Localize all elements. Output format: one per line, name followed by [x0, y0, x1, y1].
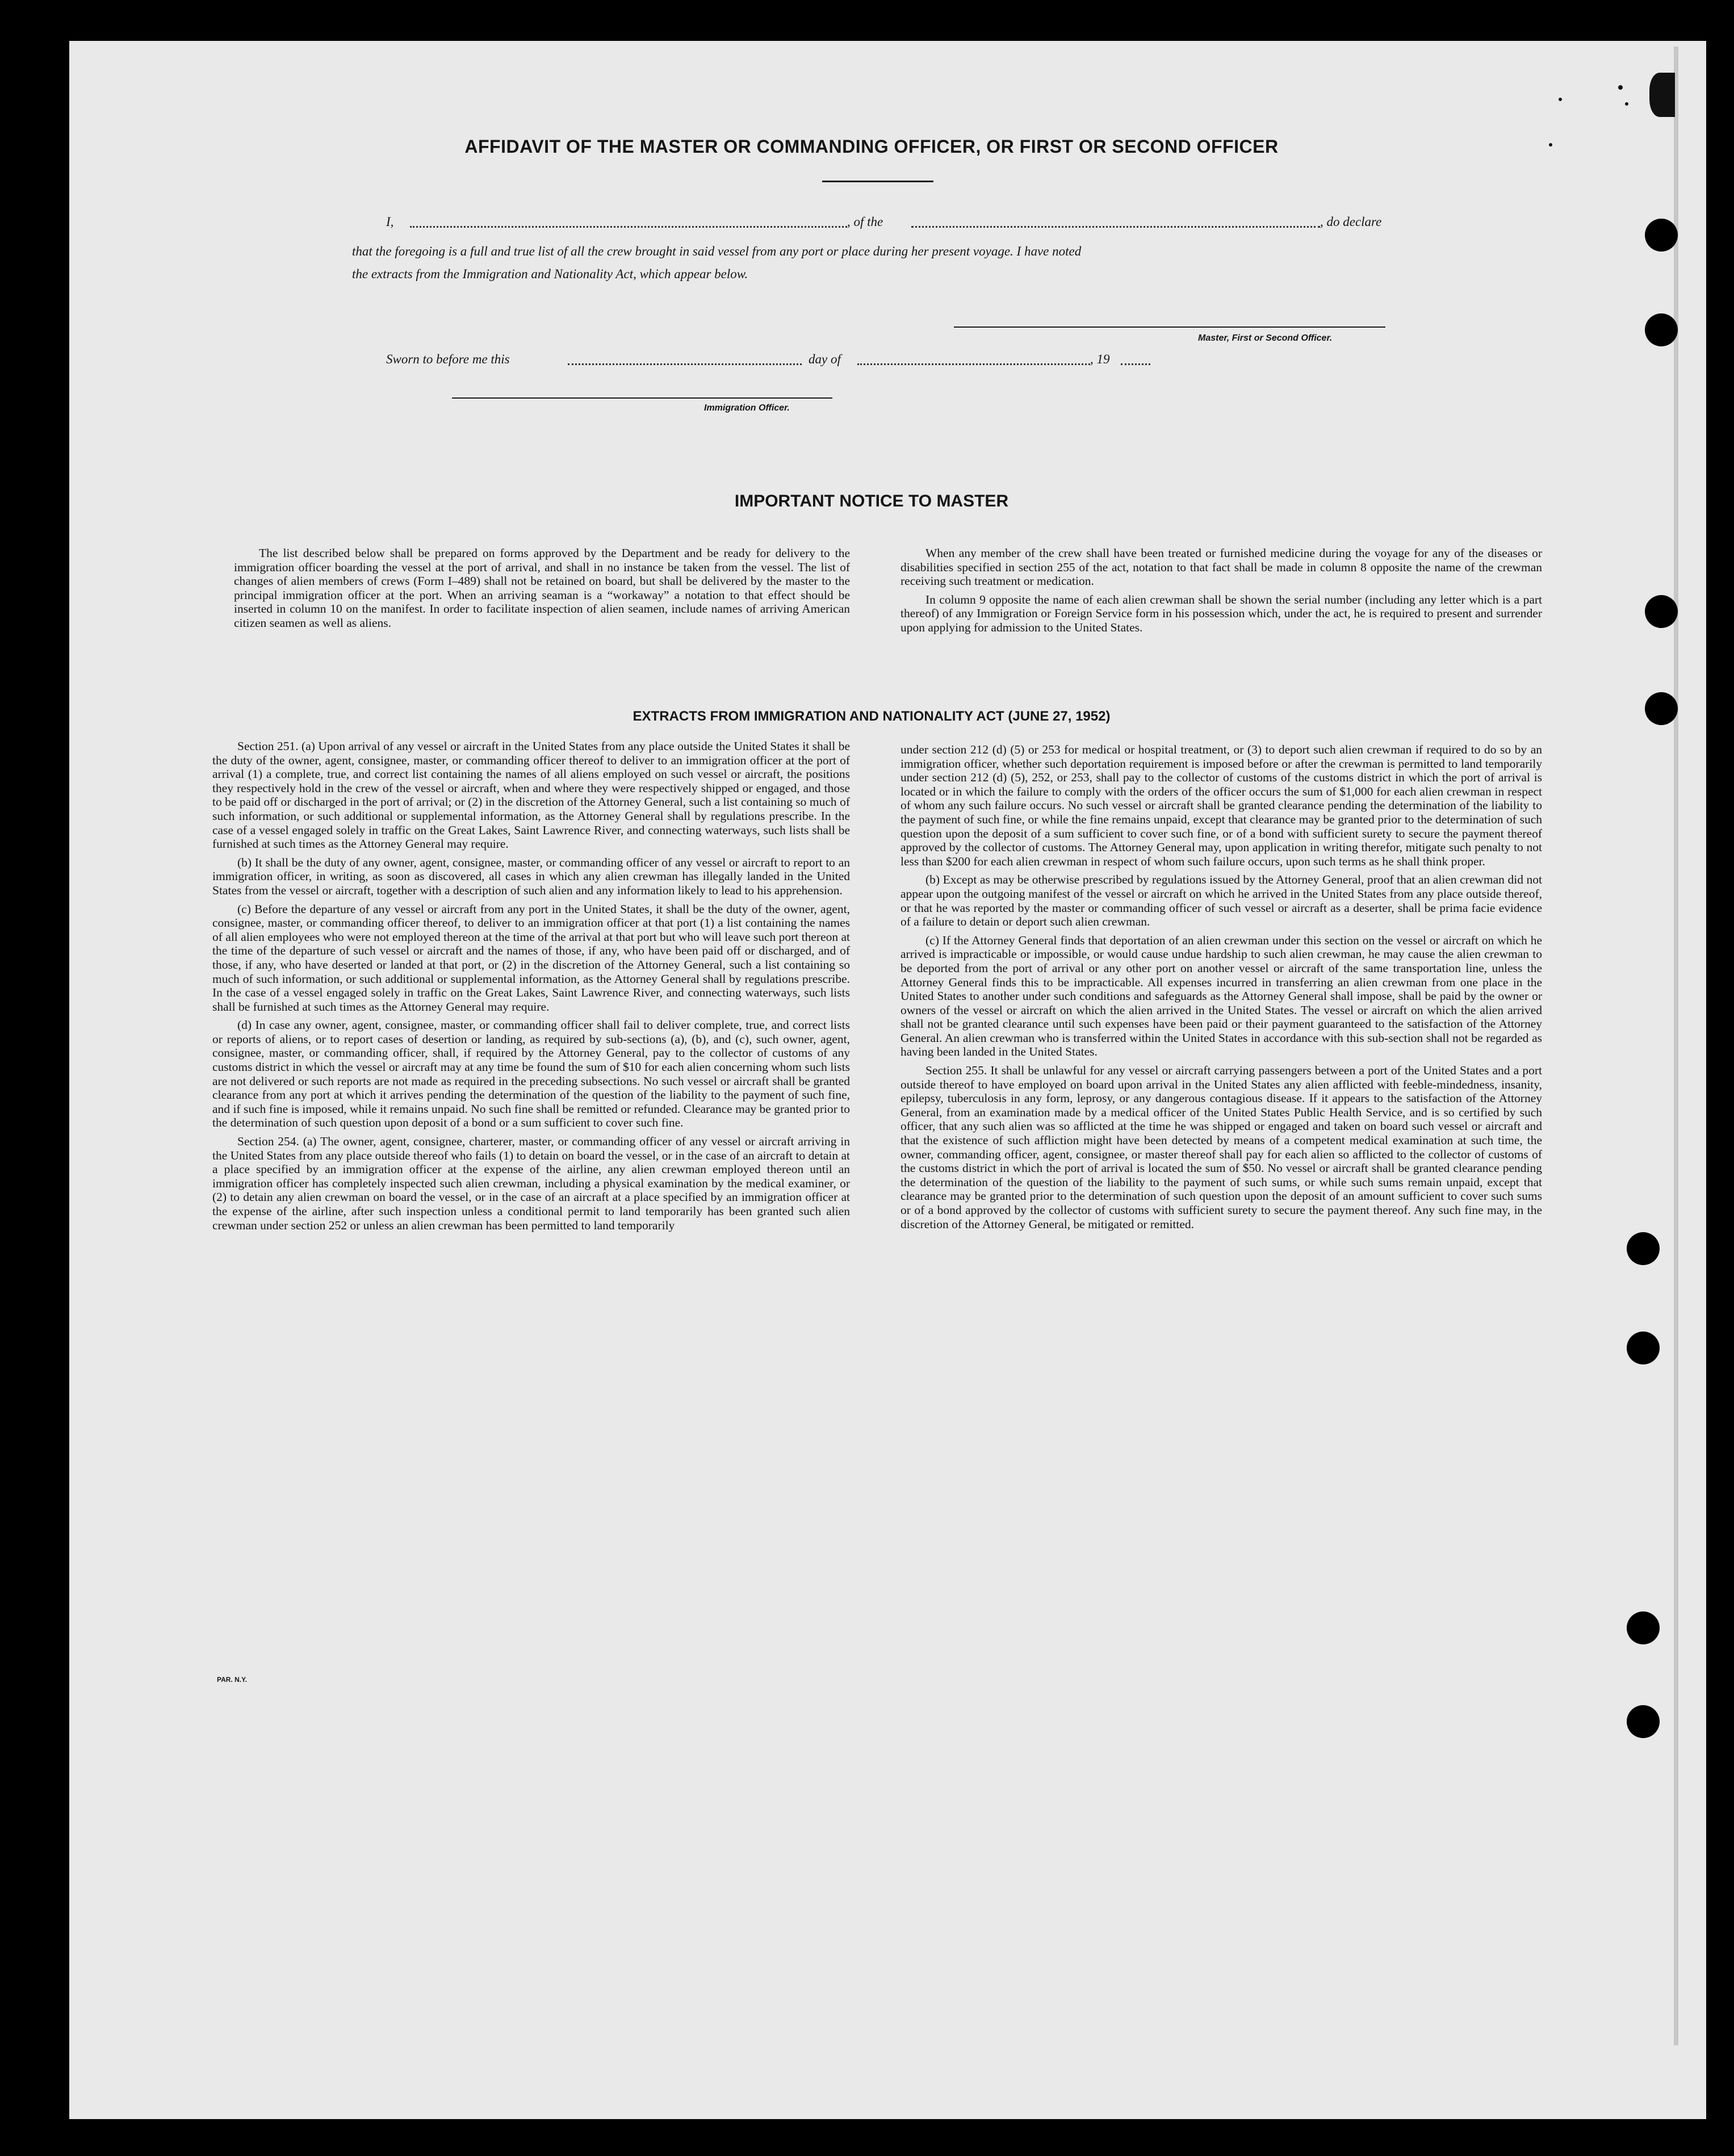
master-signature-label: Master, First or Second Officer. [1198, 333, 1333, 343]
extracts-title: EXTRACTS FROM IMMIGRATION AND NATIONALITY ACT (JUNE 27, 1952) [633, 709, 1111, 724]
punch-hole [1645, 313, 1678, 346]
declaration-i: I, [386, 215, 394, 229]
punch-hole [1645, 219, 1678, 252]
binder-notch [1649, 73, 1675, 117]
officer-signature-line[interactable] [452, 397, 832, 399]
ink-speck [1618, 85, 1623, 90]
title-underline [822, 181, 933, 182]
extract-paragraph: (d) In case any owner, agent, consignee, master, or commanding officer shall fail to deliver complete, true, and correct lists or reports of aliens, or to report cases of desertion or landing, as required by sub-sections (a), (b), and (c), such owner, agent, consignee, master, or commanding officer, shall, if required by the Attorney General, pay to the collector of customs of any customs district in which the vessel or aircraft may at any time be found the sum of $10 for each alien concerning whom such lists are not delivered or such reports are not made as required in the preceding subsections. No such vessel or aircraft shall be granted clearance from any port at which it arrives pending the determination of the question of the liability to the payment of such fine, and if such fine is imposed, while it remains unpaid. No such fine shall be remitted or refunded. Clearance may be granted prior to the determination of such question upon deposit of a bond or a sum sufficient to cover such fine. [212, 1018, 850, 1130]
declaration-of-the: , of the [847, 215, 883, 229]
punch-hole [1627, 1705, 1660, 1738]
declaration-do-declare: , do declare [1320, 215, 1382, 229]
declaration-line-3: the extracts from the Immigration and Nationality Act, which appear below. [352, 267, 748, 281]
vessel-name-field[interactable] [911, 226, 1320, 228]
punch-hole [1645, 692, 1678, 725]
extract-paragraph: (b) It shall be the duty of any owner, agent, consignee, master, or commanding officer of any vessel or aircraft to report to an immigration officer, in writing, as soon as discovered, all cases in which any alien crewman has illegally landed in the United States from the vessel or aircraft, together with a description of such alien and any information likely to lead to his apprehension. [212, 855, 850, 897]
declaration-line-2: that the foregoing is a full and true list of all the crew brought in said vessel from any port or place during her present voyage. I have noted [352, 244, 1082, 258]
extract-paragraph: Section 251. (a) Upon arrival of any vessel or aircraft in the United States from any place outside the United States it shall be the duty of the owner, agent, consignee, master, or commanding officer thereof to deliver to an immigration officer at the port of arrival (1) a complete, true, and correct list containing the names of all aliens employed on such vessel or aircraft, the positions they respectively hold in the crew of the vessel or aircraft, when and where they were respectively shipped or engaged, and those to be paid off or discharged in the port of arrival; or (2) in the discretion of the Attorney General, such a list containing so much of such information, or such additional or supplemental information, as the Attorney General shall by regulations prescribe. In the case of a vessel engaged solely in traffic on the Great Lakes, Saint Lawrence River, and connecting waterways, such lists shall be furnished at such times as the Attorney General may require. [212, 739, 850, 851]
extract-paragraph: (c) Before the departure of any vessel or aircraft from any port in the United States, it shall be the duty of the owner, agent, consignee, master, or commanding officer thereof, to deliver to an immigration officer at that port (1) a list containing the names of all alien employees who were not employed thereon at the time of the arrival at that port but who will leave such port thereon at the time of the departure of such vessel or aircraft and the names of those, if any, who have been paid off or discharged, and of those, if any, who have deserted or landed at that port, or (2) in the discretion of the Attorney General, such a list containing so much of such information, or such additional or supplemental information, as the Attorney General shall by regulations prescribe. In the case of a vessel engaged solely in traffic on the Great Lakes, Saint Lawrence River, and connecting waterways, such lists shall be furnished at such times as the Attorney General may require. [212, 902, 851, 1014]
sworn-month-field[interactable] [857, 363, 1090, 365]
extract-paragraph: (c) If the Attorney General finds that deportation of an alien crewman under this section on the vessel or aircraft on which he arrived is impracticable or impossible, or would cause undue hardship to such alien crewman, he may cause the alien crewman to be deported from the port of arrival or any other port on another vessel or aircraft of the same transportation line, unless the Attorney General finds this to be impracticable. All expenses incurred in transferring an alien crewman from one place in the United States to another under such conditions and safeguards as the Attorney General shall impose, shall be paid by the owner or owners of the vessel or aircraft on which the alien arrived in the United States. The vessel or aircraft on which the alien arrived shall not be granted clearance until such expenses have been paid or their payment guaranteed to the satisfaction of the Attorney General. An alien crewman who is transferred within the United States in accordance with this sub-section shall not be regarded as having been landed in the United States. [900, 933, 1542, 1059]
officer-signature-label: Immigration Officer. [704, 403, 790, 413]
sworn-year-field[interactable] [1121, 363, 1150, 365]
punch-hole [1627, 1332, 1660, 1364]
extract-paragraph: (b) Except as may be otherwise prescribed by regulations issued by the Attorney General, proof that an alien crewman did not appear upon the outgoing manifest of the vessel or aircraft on which he arrived in the United States from any place outside thereof, or that he was reported by the master or commanding officer of such vessel or aircraft as a deserter, shall be prima facie evidence of a failure to detain or deport such alien crewman. [900, 873, 1542, 929]
page-fold-crease [1674, 47, 1678, 2045]
punch-hole [1627, 1232, 1660, 1265]
printer-mark: PAR. N.Y. [217, 1676, 248, 1684]
master-signature-line[interactable] [954, 326, 1385, 328]
notice-paragraph: In column 9 opposite the name of each alien crewman shall be shown the serial number (including any letter which is a part thereof) of any Immigration or Foreign Service form in his possession which, under the act, he is required to present and surrender upon applying for admission to the United States. [900, 592, 1542, 634]
notice-paragraph: When any member of the crew shall have been treated or furnished medicine during the voyage for any of the diseases or disabilities specified in section 255 of the act, notation to that fact shall be made in column 8 opposite the name of the crewman receiving such treatment or medication. [900, 546, 1542, 588]
affidavit-title: AFFIDAVIT OF THE MASTER OR COMMANDING OFFICER, OR FIRST OR SECOND OFFICER [464, 136, 1279, 157]
extract-paragraph: under section 212 (d) (5) or 253 for medical or hospital treatment, or (3) to deport such alien crewman if required to do so by an immigration officer, whether such deportation requirement is imposed before or after the crewman is permitted to land temporarily under section 212 (d) (5), 252, or 253, shall pay to the collector of customs of the customs district in which the port of arrival is located or in which the failure to comply with the orders of the officer occurs the sum of $1,000 for each alien crewman in respect of whom any such failure occurs. No such vessel or aircraft shall be granted clearance pending the determination of the liability to the payment of such fine, or while the fine remains unpaid, except that clearance may be granted prior to the determination of such question upon the deposit of a sum sufficient to cover such fine, or of a bond with sufficient surety to secure the payment thereof approved by the collector of customs. The Attorney General may, upon application in writing therefor, mitigate such penalty to not less than $200 for each alien crewman in respect of whom such failure occurs, upon such terms as he shall think proper. [900, 743, 1542, 868]
punch-hole [1645, 595, 1678, 628]
extracts-right-column [900, 743, 1542, 1236]
sworn-day-of: day of [809, 352, 841, 366]
extract-paragraph: Section 255. It shall be unlawful for any vessel or aircraft carrying passengers between a port of the United States and a port outside thereof to have employed on board upon arrival in the United States any alien afflicted with feeble-mindedness, insanity, epilepsy, tuberculosis in any form, leprosy, or any dangerous contagious disease. If it appears to the satisfaction of the Attorney General, from an examination made by a medical officer of the United States Public Health Service, and is so certified by such officer, that any such alien was so afflicted at the time he was shipped or engaged and taken on board such vessel or aircraft and that the existence of such affliction might have been detected by means of a competent medical examination at such time, the owner, commanding officer, agent, consignee, or master thereof shall pay for each alien so afflicted to the collector of customs of the customs district in which the port of arrival is located the sum of $50. No vessel or aircraft shall be granted clearance pending the determination of the question of the liability to the payment of such sums, or while such sums remain unpaid, except that clearance may be granted prior to the determination of such question upon the deposit of an amount sufficient to cover such sums or of a bond approved by the collector of customs with sufficient surety to secure the payment thereof. Any such fine may, in the discretion of the Attorney General, be mitigated or remitted. [900, 1064, 1542, 1231]
declarant-name-field[interactable] [410, 226, 847, 228]
punch-hole [1627, 1611, 1660, 1644]
sworn-year: , 19 [1090, 352, 1110, 366]
sworn-prefix: Sworn to before me this [386, 352, 510, 366]
notice-paragraph: The list described below shall be prepared on forms approved by the Department and be ready for delivery to the immigration officer boarding the vessel at the port of arrival, and shall in no instance be taken from the vessel. The list of changes of alien members of crews (Form I–489) shall not be retained on board, but shall be delivered by the master to the principal immigration officer at the port. When an arriving seaman is a “workaway” a notation to that effect should be inserted in column 10 on the manifest. In order to facilitate inspection of alien seamen, include names of arriving American citizen seamen as well as aliens. [234, 546, 850, 630]
ink-speck [1549, 143, 1552, 146]
notice-title: IMPORTANT NOTICE TO MASTER [734, 492, 1009, 510]
sworn-day-field[interactable] [568, 363, 802, 365]
notice-left-column [234, 546, 850, 635]
notice-right-column [900, 546, 1542, 639]
ink-speck [1625, 102, 1628, 106]
extract-paragraph: Section 254. (a) The owner, agent, consignee, charterer, master, or commanding officer of any vessel or aircraft arriving in the United States from any place outside thereof who fails (1) to detain on board the vessel, or in the case of an aircraft to detain at a place specified by an immigration officer at the expense of the airline, any alien crewman employed thereon until an immigration officer has completely inspected such alien crewman, including a physical examination by the medical examiner, or (2) to detain any alien crewman on board the vessel, or in the case of an aircraft at a place specified by an immigration officer at the expense of the airline, after such inspection unless a conditional permit to land temporarily has been granted such alien crewman under section 252 or unless an alien crewman has been permitted to land temporarily [212, 1134, 850, 1232]
extracts-left-column [212, 739, 850, 1237]
ink-speck [1559, 98, 1562, 101]
